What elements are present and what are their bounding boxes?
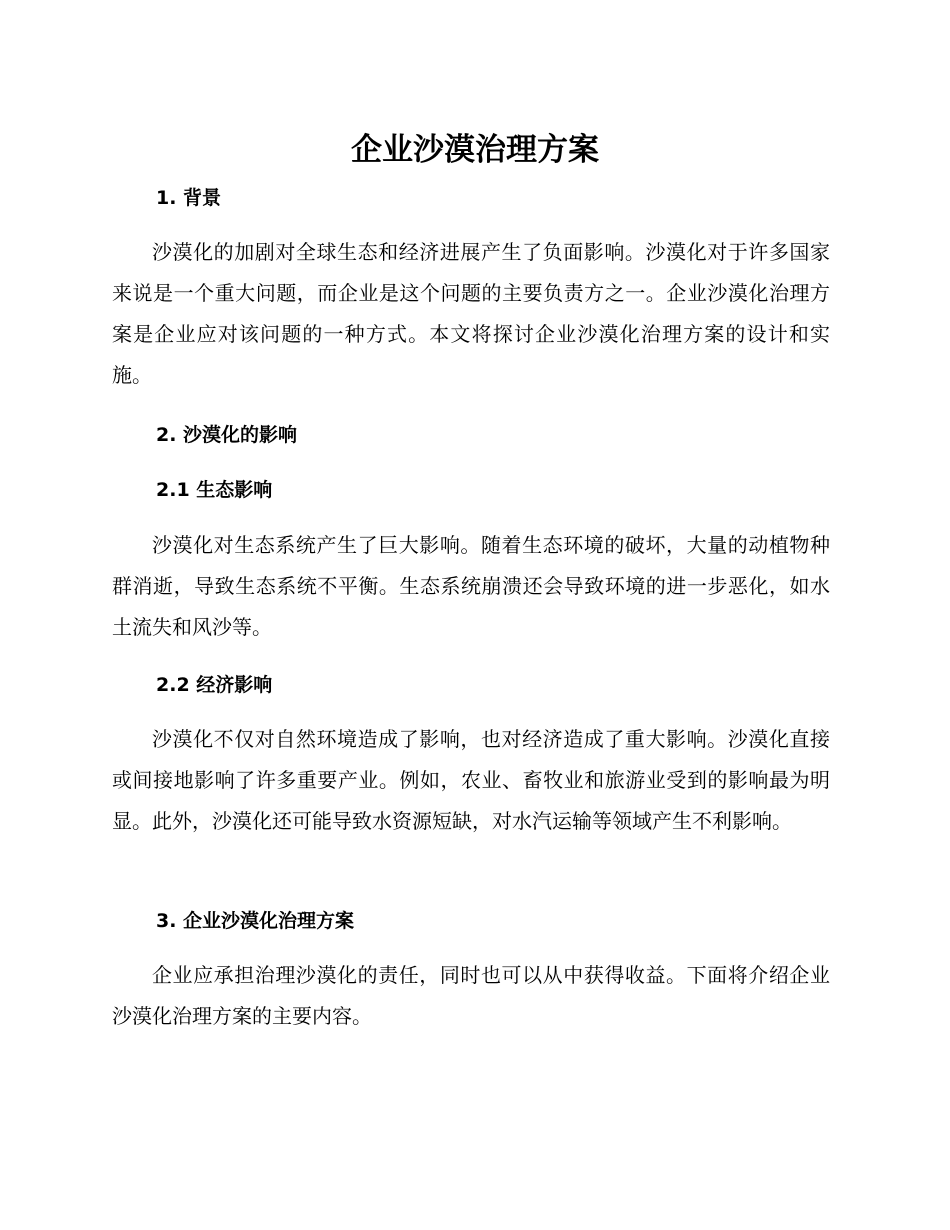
section-paragraph-ecological-impact: 沙漠化对生态系统产生了巨大影响。随着生态环境的破坏，大量的动植物种群消逝，导致生态系统不平衡。生态系统崩溃还会导致环境的进一步恶化，如水土流失和风沙等。 bbox=[112, 533, 830, 639]
section-heading-economic-impact: 2.2 经济影响 bbox=[156, 674, 273, 696]
section-paragraph-governance-plan: 企业应承担治理沙漠化的责任，同时也可以从中获得收益。下面将介绍企业沙漠化治理方案的主要内容。 bbox=[112, 963, 830, 1028]
section-heading-background: 1. 背景 bbox=[156, 187, 222, 209]
section-paragraph-economic-impact: 沙漠化不仅对自然环境造成了影响，也对经济造成了重大影响。沙漠化直接或间接地影响了许多重要产业。例如，农业、畜牧业和旅游业受到的影响最为明显。此外，沙漠化还可能导致水资源短缺，对水汽运输等领域产生不利影响。 bbox=[112, 727, 830, 833]
section-paragraph-background: 沙漠化的加剧对全球生态和经济进展产生了负面影响。沙漠化对于许多国家来说是一个重大问题，而企业是这个问题的主要负责方之一。企业沙漠化治理方案是企业应对该问题的一种方式。本文将探讨企业沙漠化治理方案的设计和实施。 bbox=[112, 240, 830, 387]
section-heading-governance-plan: 3. 企业沙漠化治理方案 bbox=[156, 910, 355, 932]
document-title: 企业沙漠治理方案 bbox=[351, 132, 599, 168]
section-heading-ecological-impact: 2.1 生态影响 bbox=[156, 479, 273, 501]
section-heading-impact: 2. 沙漠化的影响 bbox=[156, 424, 298, 446]
